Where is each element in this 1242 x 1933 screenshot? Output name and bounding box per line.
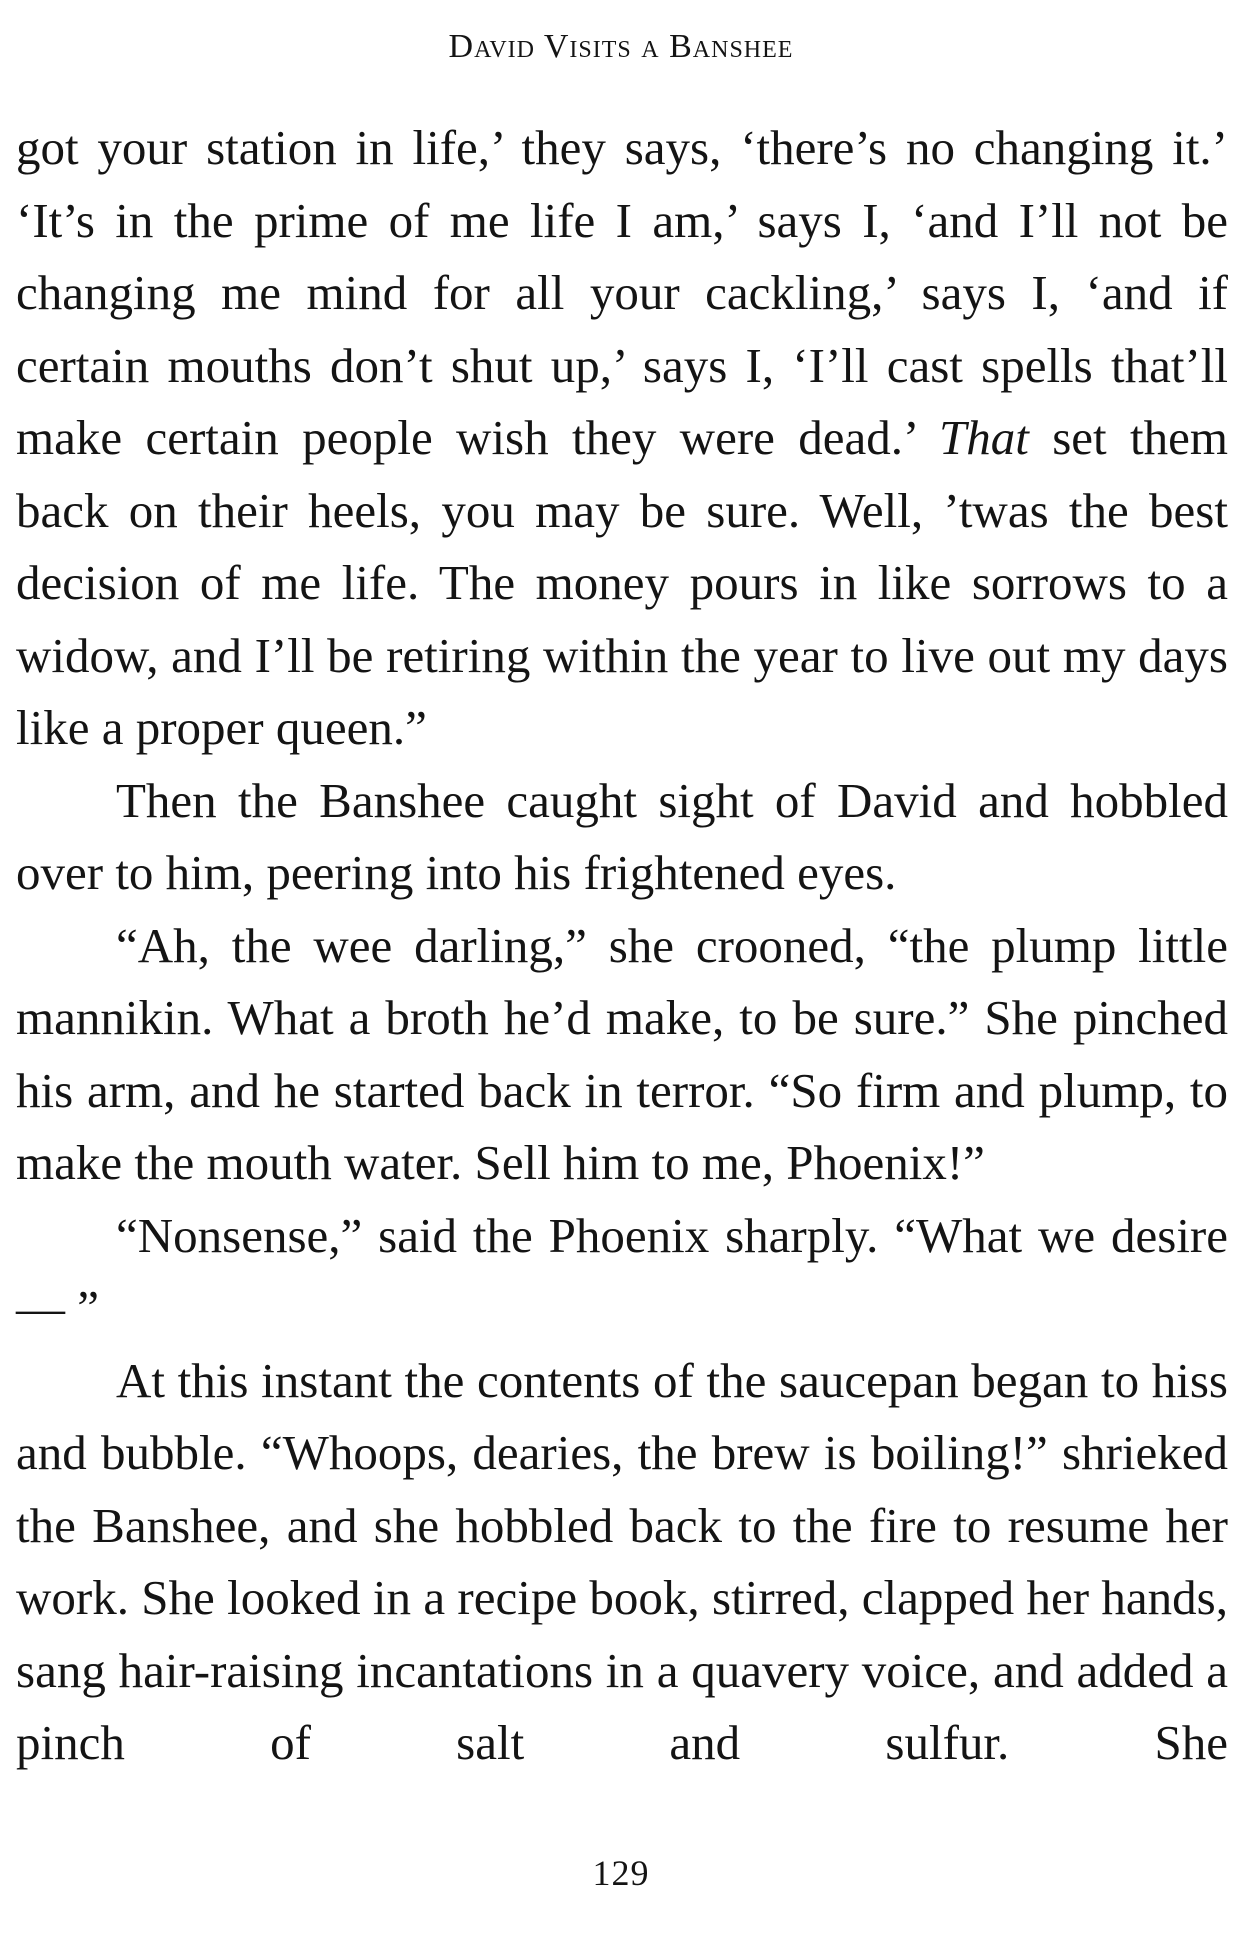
running-head: David Visits a Banshee [448,28,794,65]
paragraph-1-text-before: got your station in life,’ they says, ‘there’s no changing it.’ ‘It’s in the prime of me life I am,’ says I, ‘and I’ll not be changing me mind for all your cackling,’ says I, ‘and if certain mouths don’t shut up,’ says I, ‘I’ll cast spells that’ll make certain people wish they were dead.’ [16,120,1228,465]
body-text [16,112,1228,1780]
paragraph-1-italic-word: That [939,410,1029,465]
paragraph-5: At this instant the contents of the saucepan began to hiss and bubble. “Whoops, dearies, the brew is boiling!” shrieked the Banshee, and she hobbled back to the fire to resume her work. She looked in a recipe book, stirred, clapped her hands, sang hair-raising incantations in a quavery voice, and added a pinch of salt and sulfur. She [16,1352,1228,1770]
paragraph-1 [16,112,1228,765]
page-number: 129 [592,1853,650,1893]
paragraph-4: “Nonsense,” said the Phoenix sharply. “What we desire — ” [16,1207,1228,1335]
paragraph-1-text-after: set them back on their heels, you may be sure. Well, ’twas the best decision of me life. The money pours in like sorrows to a widow, and I’ll be retiring within the year to live out my days like a proper queen.” [16,410,1228,755]
paragraph-2: Then the Banshee caught sight of David and hobbled over to him, peering into his frightened eyes. [16,772,1228,900]
paragraph-3: “Ah, the wee darling,” she crooned, “the plump little mannikin. What a broth he’d make, to be sure.” She pinched his arm, and he started back in terror. “So firm and plump, to make the mouth water. Sell him to me, Phoenix!” [16,917,1228,1190]
